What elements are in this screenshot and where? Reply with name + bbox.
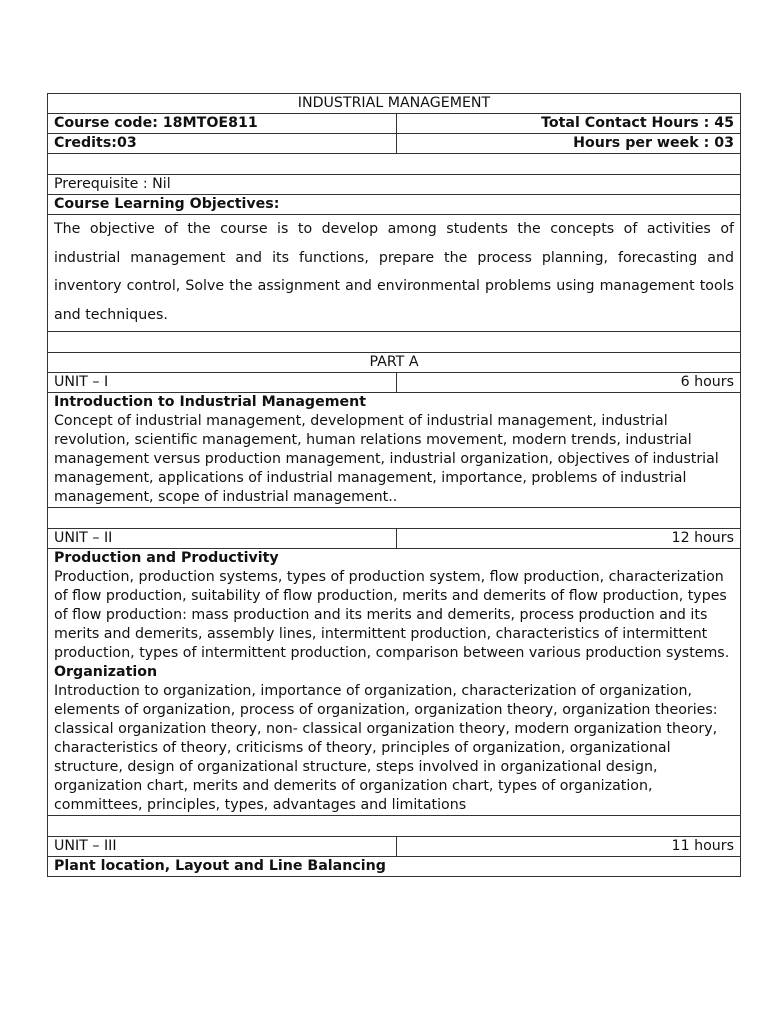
spacer-row [48,154,741,175]
objectives-text: The objective of the course is to develop among students the concepts of activities of industrial management and its functions, prepare the process planning, forecasting and inventory control, Solve the assignment and environmental problems using management tools and techniques. [48,215,741,332]
hours-per-week: Hours per week : 03 [397,134,741,154]
unit-2-label: UNIT – II [48,529,397,549]
unit-2-text-production: Production, production systems, types of production system, flow production, characterization of flow production, suitability of flow production, merits and demerits of flow production, types of flow production: mass production and its merits and demerits, process production and its merits and demerits, assembly lines, intermittent production, characteristics of intermittent production, types of intermittent production, comparison between various production systems. [54,569,730,661]
unit-2-heading-organization: Organization [54,664,158,680]
spacer-row [48,332,741,353]
unit-2-hours: 12 hours [397,529,741,549]
unit-1-content [48,393,741,508]
unit-1-text: Concept of industrial management, development of industrial management, industrial revolution, scientific management, human relations movement, modern trends, industrial management versus production management, industrial organization, objectives of industrial management, applications of industrial management, importance, problems of industrial management, scope of industrial management.. [54,413,719,505]
unit-1-heading: Introduction to Industrial Management [54,394,367,410]
course-title: INDUSTRIAL MANAGEMENT [48,94,741,114]
spacer-row [48,816,741,837]
unit-1-hours: 6 hours [397,373,741,393]
unit-2-heading-production: Production and Productivity [54,550,279,566]
prerequisite: Prerequisite : Nil [48,175,741,195]
syllabus-table [47,93,741,877]
unit-1-label: UNIT – I [48,373,397,393]
unit-2-text-organization: Introduction to organization, importance of organization, characterization of organization, elements of organization, process of organization, organization theory, organization theories: classical organization theory, non- classical organization theory, modern organization theory, characteristics of theory, criticisms of theory, principles of organization, organizational structure, design of organizational structure, steps involved in organizational design, organization chart, merits and demerits of organization chart, types of organization, committees, principles, types, advantages and limitations [54,683,718,813]
total-contact-hours: Total Contact Hours : 45 [397,114,741,134]
unit-2-content [48,549,741,816]
course-code: Course code: 18MTOE811 [48,114,397,134]
part-a-heading: PART A [48,353,741,373]
credits: Credits:03 [48,134,397,154]
unit-3-hours: 11 hours [397,837,741,857]
objectives-heading: Course Learning Objectives: [48,195,741,215]
spacer-row [48,508,741,529]
unit-3-heading: Plant location, Layout and Line Balancing [48,857,741,877]
unit-3-label: UNIT – III [48,837,397,857]
